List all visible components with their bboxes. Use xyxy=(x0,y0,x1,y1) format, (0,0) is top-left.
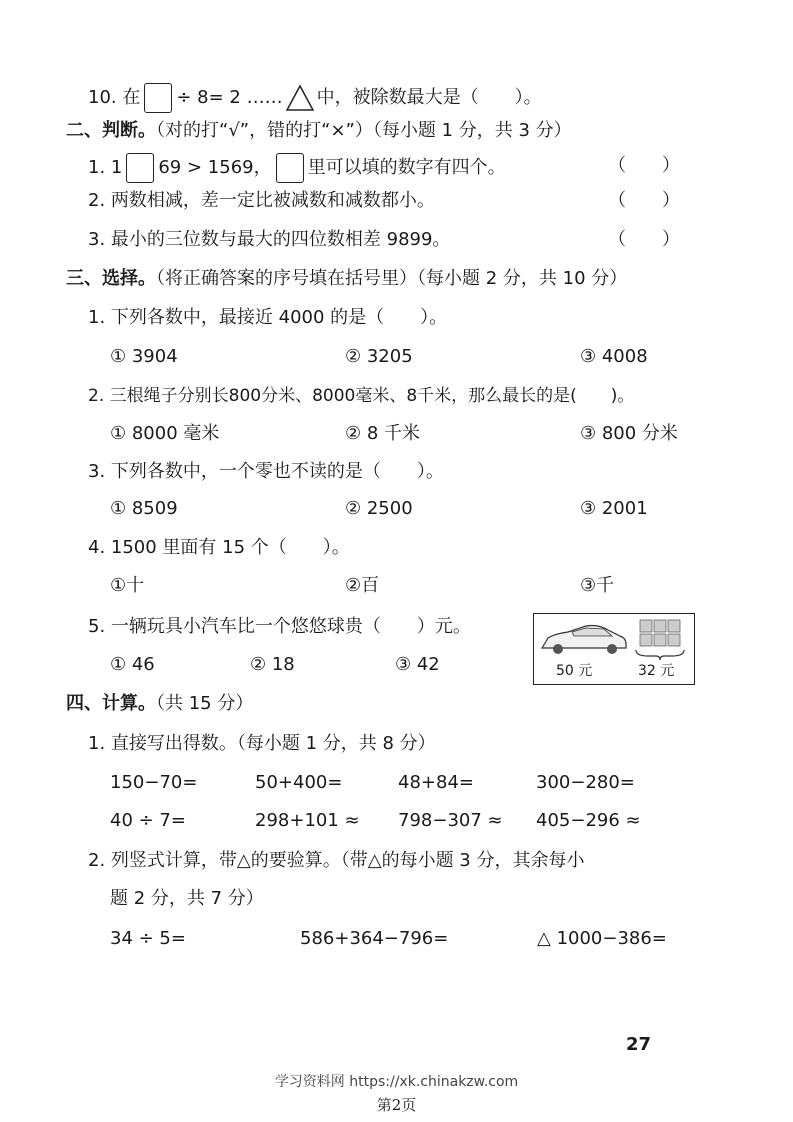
option[interactable]: ② 18 xyxy=(250,654,295,675)
choice-question-2: 2. 三根绳子分别长800分米、8000毫米、8千米，那么最长的是( )。 xyxy=(88,386,635,406)
calc-item: 50+400= xyxy=(255,772,343,793)
price-figure xyxy=(533,613,695,685)
choice-question-1: 1. 下列各数中，最接近 4000 的是（ ）。 xyxy=(88,307,448,328)
vertical-calc-item: 586+364−796= xyxy=(300,928,449,949)
option[interactable]: ①十 xyxy=(110,575,145,596)
option[interactable]: ③ 4008 xyxy=(580,346,648,367)
car-price-label: 50 元 xyxy=(556,663,593,679)
calc-item: 150−70= xyxy=(110,772,198,793)
answer-box[interactable] xyxy=(276,153,304,183)
answer-box[interactable] xyxy=(126,153,154,183)
answer-paren[interactable]: （ ） xyxy=(608,229,680,250)
calc-item: 300−280= xyxy=(536,772,635,793)
yoyo-price-label: 32 元 xyxy=(638,663,675,679)
question-10: 10. 在 ÷ 8= 2 …… 中，被除数最大是（ ）。 xyxy=(88,83,542,113)
judge-item-2: 2. 两数相减，差一定比被减数和减数都小。 xyxy=(88,190,435,211)
brace-icon xyxy=(636,650,684,660)
judge-item-3: 3. 最小的三位数与最大的四位数相差 9899。 xyxy=(88,229,451,250)
car-yoyo-illustration xyxy=(534,614,694,660)
option[interactable]: ②百 xyxy=(345,575,380,596)
choice-question-3: 3. 下列各数中，一个零也不读的是（ ）。 xyxy=(88,461,444,482)
option[interactable]: ③ 2001 xyxy=(580,498,648,519)
option[interactable]: ③ 800 分米 xyxy=(580,423,678,444)
car-icon xyxy=(542,626,626,655)
vertical-calc-item: △ 1000−386= xyxy=(537,928,667,949)
choice-question-5: 5. 一辆玩具小汽车比一个悠悠球贵（ ）元。 xyxy=(88,616,471,637)
option[interactable]: ② 8 千米 xyxy=(345,423,421,444)
section-4-header: 四、计算。（共 15 分） xyxy=(66,693,254,714)
calc-item: 40 ÷ 7= xyxy=(110,810,186,831)
calc-item: 798−307 ≈ xyxy=(398,810,503,831)
option[interactable]: ① 46 xyxy=(110,654,155,675)
yoyo-icon xyxy=(640,620,680,646)
section-3-header: 三、选择。（将正确答案的序号填在括号里）（每小题 2 分，共 10 分） xyxy=(66,268,628,289)
calc-sub2-title-line2: 题 2 分，共 7 分） xyxy=(110,888,264,909)
vertical-calc-item: 34 ÷ 5= xyxy=(110,928,186,949)
answer-paren[interactable]: （ ） xyxy=(608,155,680,176)
footer-page: 第2页 xyxy=(376,1096,417,1114)
option[interactable]: ③ 42 xyxy=(395,654,440,675)
calc-item: 405−296 ≈ xyxy=(536,810,641,831)
option[interactable]: ① 3904 xyxy=(110,346,178,367)
calc-item: 298+101 ≈ xyxy=(255,810,360,831)
calc-sub1-title: 1. 直接写出得数。（每小题 1 分，共 8 分） xyxy=(88,733,436,754)
option[interactable]: ② 2500 xyxy=(345,498,413,519)
calc-sub2-title-line1: 2. 列竖式计算，带△的要验算。（带△的每小题 3 分，其余每小 xyxy=(88,850,585,871)
option[interactable]: ② 3205 xyxy=(345,346,413,367)
judge-item-1: 1. 1 69 > 1569， 里可以填的数字有四个。 xyxy=(88,153,506,183)
answer-paren[interactable]: （ ） xyxy=(608,190,680,211)
calc-item: 48+84= xyxy=(398,772,474,793)
option[interactable]: ① 8509 xyxy=(110,498,178,519)
page-number: 27 xyxy=(626,1034,652,1055)
footer-site: 学习资料网 https://xk.chinakzw.com xyxy=(274,1074,519,1090)
triangle-icon xyxy=(285,84,315,112)
option[interactable]: ③千 xyxy=(580,575,615,596)
answer-box[interactable] xyxy=(144,83,172,113)
choice-question-4: 4. 1500 里面有 15 个（ ）。 xyxy=(88,537,350,558)
section-2-header: 二、判断。（对的打“√”，错的打“×”）（每小题 1 分，共 3 分） xyxy=(66,120,572,141)
option[interactable]: ① 8000 毫米 xyxy=(110,423,220,444)
